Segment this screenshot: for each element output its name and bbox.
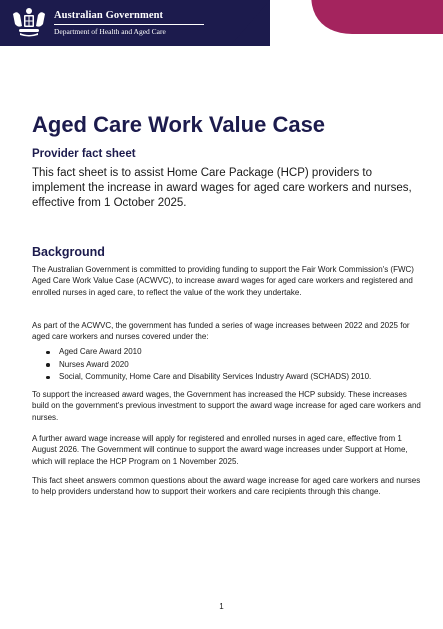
list-item xyxy=(46,359,426,372)
award-list xyxy=(46,346,426,384)
intro-paragraph: This fact sheet is to assist Home Care Package (HCP) providers to implement the increase in award wages for aged care workers and nurses, effective from 1 October 2025. xyxy=(32,167,412,209)
list-item xyxy=(46,371,426,384)
bullet-icon xyxy=(46,376,50,380)
background-paragraph-4: A further award wage increase will apply for registered and enrolled nurses in aged care, effective from 1 August 2026. The Government will continue to support the award wage increases under Support at Home, which will replace the HCP Program on 1 November 2025. xyxy=(32,434,408,466)
list-item-text: Nurses Award 2020 xyxy=(59,359,129,369)
background-heading: Background xyxy=(32,245,105,259)
department-name: Department of Health and Aged Care xyxy=(54,27,166,36)
background-paragraph-3: To support the increased award wages, the Government has increased the HCP subsidy. These increases build on the government's previous investment to support the award wage increase for aged care workers and nurses. xyxy=(32,390,421,422)
header-banner xyxy=(0,0,443,46)
background-paragraph-5: This fact sheet answers common questions about the award wage increase for aged care workers and nurses to help providers understand how to support their workers and care recipients through this change. xyxy=(32,476,421,497)
background-paragraph-2: As part of the ACWVC, the government has funded a series of wage increases between 2022 and 2025 for aged care workers and nurses covered under the: xyxy=(32,321,410,342)
page-number: 1 xyxy=(219,602,224,611)
background-paragraph-1: The Australian Government is committed to providing funding to support the Fair Work Commission's (FWC) Aged Care Work Value Case (ACWVC), to increase award wages for aged care workers and registered and enrolled nurses in aged care, to reflect the value of the work they undertake. xyxy=(32,265,414,297)
header-divider xyxy=(54,24,204,25)
bullet-icon xyxy=(46,363,50,367)
page-subtitle: Provider fact sheet xyxy=(32,148,136,160)
bullet-icon xyxy=(46,351,50,355)
list-item-text: Social, Community, Home Care and Disability Services Industry Award (SCHADS) 2010. xyxy=(59,372,372,382)
list-item-text: Aged Care Award 2010 xyxy=(59,347,142,356)
header-magenta-accent xyxy=(288,0,443,34)
coat-of-arms-icon xyxy=(10,6,48,38)
header-wedge xyxy=(230,0,270,46)
government-name: Australian Government xyxy=(54,10,164,21)
page-title: Aged Care Work Value Case xyxy=(32,112,326,137)
list-item xyxy=(46,346,426,359)
